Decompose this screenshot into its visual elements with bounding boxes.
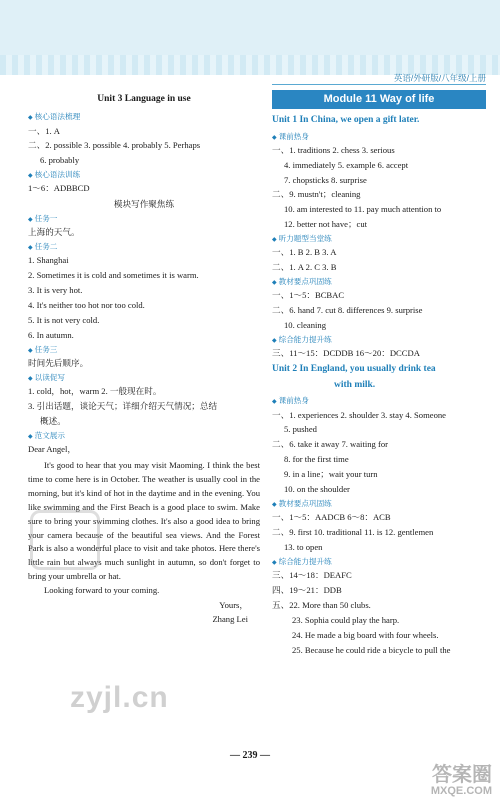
answer-line: 10. on the shoulder (284, 484, 350, 495)
section-heading: ◆ 教材要点巩固练 (272, 277, 486, 287)
section-heading: ◆ 以读促写 (28, 373, 260, 383)
section-heading: ◆ 综合能力提升练 (272, 557, 486, 567)
band-pattern (0, 55, 500, 75)
answer-line: 3. It is very hot. (28, 285, 83, 296)
answer-line: 四、19～21：DDB (272, 585, 342, 596)
unit-title: Unit 3 Language in use (97, 94, 191, 104)
letter-sign-yours: Yours， (219, 600, 248, 611)
section-heading: ◆ 综合能力提升练 (272, 335, 486, 345)
section-heading: ◆ 课前热身 (272, 396, 486, 406)
watermark-corner-bottom: MXQE.COM (430, 785, 492, 798)
module-title-bar: Module 11 Way of life (272, 90, 486, 109)
answer-line: 二、6. hand 7. cut 8. differences 9. surprise (272, 305, 423, 316)
letter-body: It's good to hear that you may visit Maoming. I think the best time to come here is in October. The weather is usually cool in the morning, but it's kind of hot in the daytime and in the evening. You like swimming and the First Beach is a good place to swim. Make sure to bring your swimming clothes. It's also a good idea to bring your camera because of the beautiful sea views. And the Forest Park is also a wonderful place to visit and take photos. Here there's little rain but always much sunlight in autumn, so don't forget to bring your umbrella or hat. (28, 459, 260, 582)
answer-line: 4. It's neither too hot nor too cold. (28, 300, 145, 311)
answer-line: 一、1. traditions 2. chess 3. serious (272, 144, 395, 155)
answer-line: 9. in a line；wait your turn (284, 469, 378, 480)
answer-line: 24. He made a big board with four wheels. (292, 629, 439, 640)
watermark-text: zyjl.cn (70, 681, 169, 714)
answer-line: 一、1. experiences 2. shoulder 3. stay 4. Someone (272, 409, 446, 420)
answer-line: 时间先后顺序。 (28, 358, 89, 369)
unit-title-continued (272, 380, 486, 391)
answer-line: 2. Sometimes it is cold and sometimes it is warm. (28, 270, 199, 281)
page-number: — 239 — (230, 750, 270, 761)
answer-line: 1. cold，hot，warm 2. 一般现在时。 (28, 386, 162, 397)
section-heading: ◆ 课前热身 (272, 132, 486, 142)
writing-title: 模块写作聚焦练 (113, 198, 175, 209)
section-heading: ◆ 核心语法训练 (28, 170, 260, 180)
answer-line: 4. immediately 5. example 6. accept (284, 159, 409, 170)
answer-line: 6. probably (40, 155, 80, 166)
answer-line: 5. pushed (284, 424, 317, 435)
answer-line: 1～6：ADBBCD (28, 183, 90, 194)
answer-line: 7. chopsticks 8. surprise (284, 174, 367, 185)
answer-line: 8. for the first time (284, 454, 349, 465)
section-heading: ◆ 任务一 (28, 214, 260, 224)
answer-line: 二、6. take it away 7. waiting for (272, 439, 388, 450)
answer-line: 二、9. mustn't；cleaning (272, 189, 361, 200)
answer-line: 1. Shanghai (28, 255, 69, 266)
answer-line: 三、11～15：DCDDB 16～20：DCCDA (272, 348, 420, 359)
answer-line: 五、22. More than 50 clubs. (272, 599, 371, 610)
section-heading: ◆ 任务二 (28, 242, 260, 252)
answer-line: 一、1～5：AADCB 6～8：ACB (272, 512, 391, 523)
letter-greeting: Dear Angel， (28, 444, 76, 455)
section-heading: ◆ 听力题型当堂练 (272, 234, 486, 244)
right-column (272, 90, 486, 660)
answer-line: 二、2. possible 3. possible 4. probably 5. Perhaps (28, 140, 201, 151)
answer-line: 概述。 (40, 415, 66, 426)
section-heading: ◆ 任务三 (28, 345, 260, 355)
answer-line: 6. In autumn. (28, 329, 74, 340)
answer-line: 3. 引出话题，谈论天气；详细介绍天气情况；总结 (28, 401, 218, 412)
answer-line: 5. It is not very cold. (28, 315, 100, 326)
answer-line: 二、9. first 10. traditional 11. is 12. gentlemen (272, 527, 434, 538)
answer-line: 上海的天气。 (28, 227, 80, 238)
answer-line: 10. am interested to 11. pay much attention to (284, 204, 442, 215)
answer-line: 二、1. A 2. C 3. B (272, 262, 337, 273)
header-label: 英语/外研版/八年级/上册 (393, 73, 486, 83)
watermark-frame (30, 510, 100, 570)
answer-line: 13. to open (284, 542, 323, 553)
answer-line: 10. cleaning (284, 320, 326, 331)
answer-line: 一、1. A (28, 125, 60, 136)
section-heading: ◆ 教材要点巩固练 (272, 499, 486, 509)
unit-title: Unit 1 In China, we open a gift later. (272, 115, 420, 126)
section-heading: ◆ 核心语法梳理 (28, 112, 260, 122)
watermark-corner-top: 答案圈 (432, 764, 492, 787)
letter-sign-name: Zhang Lei (212, 614, 248, 625)
top-decorative-band (0, 0, 500, 75)
watermark-corner (431, 765, 492, 798)
answer-line: 23. Sophia could play the harp. (292, 614, 400, 625)
letter-closing: Looking forward to your coming. (44, 585, 160, 596)
section-heading: ◆ 范文展示 (28, 431, 260, 441)
answer-line: 一、1. B 2. B 3. A (272, 247, 337, 258)
unit-title-tail: with milk. (334, 380, 376, 390)
answer-line: 一、1～5：BCBAC (272, 290, 345, 301)
answer-line: 25. Because he could ride a bicycle to pull the (292, 644, 451, 655)
header-rule (272, 84, 486, 85)
answer-line: 三、14～18：DEAFC (272, 570, 352, 581)
unit-title: Unit 2 In England, you usually drink tea (272, 363, 436, 374)
answer-line: 12. better not have；cut (284, 219, 368, 230)
